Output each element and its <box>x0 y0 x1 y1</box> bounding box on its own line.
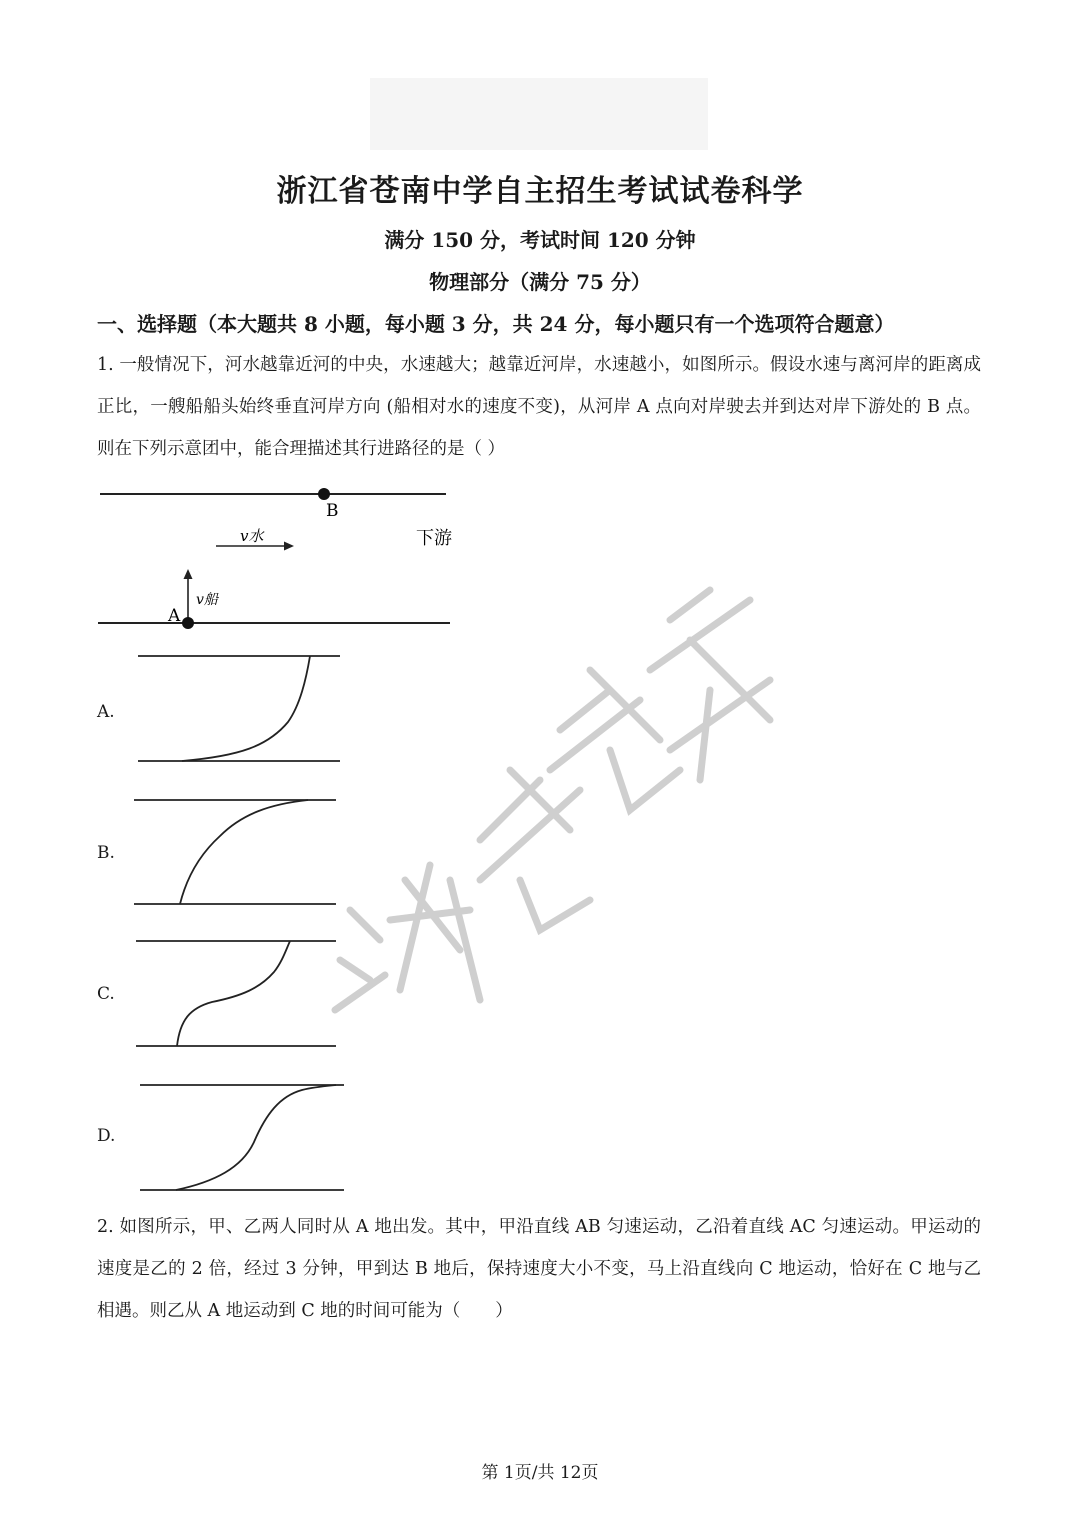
page-number: 第 1页/共 12页 <box>481 1463 599 1483</box>
part-heading: 物理部分（满分 75 分） <box>429 270 651 294</box>
option-d-path <box>176 1085 336 1190</box>
option-d-label: D. <box>97 1126 116 1146</box>
option-a-path <box>182 656 310 761</box>
v-boat-label: v船 <box>196 592 218 608</box>
option-b-label: B. <box>97 843 115 863</box>
option-c-path <box>177 941 290 1046</box>
watermark <box>310 580 790 1020</box>
v-water-label: v水 <box>240 527 264 545</box>
option-a-label: A. <box>97 702 115 722</box>
section-heading: 一、选择题（本大题共 8 小题，每小题 3 分，共 24 分，每小题只有一个选项符合题意） <box>97 312 895 336</box>
point-a-label: A <box>168 606 181 626</box>
boat-arrowhead <box>184 569 193 579</box>
question-2-text: 2. 如图所示，甲、乙两人同时从 A 地出发。其中，甲沿直线 AB 匀速运动，乙沿着直线 AC 匀速运动。甲运动的速度是乙的 2 倍，经过 3 分钟，甲到达 B 地后，保持速度大小不变，马上沿直线向 C 地运动，恰好在 C 地与乙相遇。则乙从 A 地运动到 C 地的时间可能为（ ） <box>97 1217 981 1321</box>
option-b-path <box>180 800 308 904</box>
option-d-figure[interactable] <box>130 1078 360 1198</box>
header-image-placeholder <box>370 78 708 150</box>
exam-info: 满分 150 分，考试时间 120 分钟 <box>384 228 696 252</box>
water-arrowhead <box>284 542 294 551</box>
option-c-label: C. <box>97 984 115 1004</box>
page-title: 浙江省苍南中学自主招生考试试卷科学 <box>276 174 804 209</box>
downstream-label-1: 下游 <box>416 528 452 549</box>
question-1-text: 1. 一般情况下，河水越靠近河的中央，水速越大；越靠近河岸，水速越小，如图所示。假设水速与离河岸的距离成正比，一艘船船头始终垂直河岸方向 (船相对水的速度不变)，从河岸 A 点向对岸驶去并到达对岸下游处的 B 点。则在下列示意团中，能合理描述其行进路径的是（ ） <box>97 355 981 459</box>
point-b-label: B <box>326 501 339 521</box>
point-b-dot <box>318 488 330 500</box>
point-a-dot <box>182 617 194 629</box>
